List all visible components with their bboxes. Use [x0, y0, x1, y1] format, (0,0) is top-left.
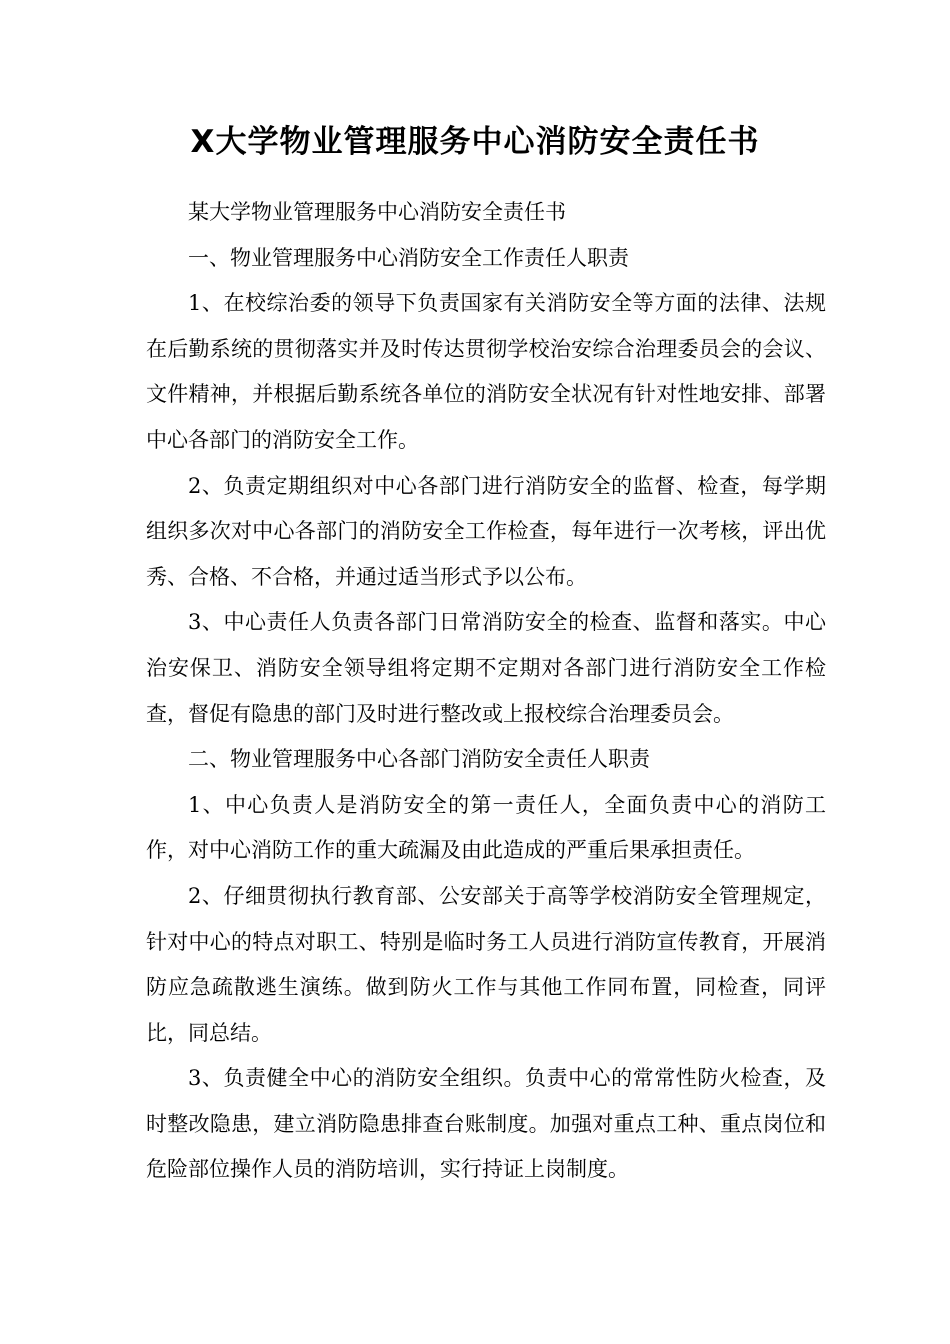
paragraph: 2、仔细贯彻执行教育部、公安部关于高等学校消防安全管理规定，针对中心的特点对职工、特别是临时务工人员进行消防宣传教育，开展消防应急疏散逃生演练。做到防火工作与其他工作同布置，同检查，同评比，同总结。 — [146, 883, 826, 1045]
paragraph-subtitle: 某大学物业管理服务中心消防安全责任书 — [188, 200, 566, 224]
paragraph: 3、中心责任人负责各部门日常消防安全的检查、监督和落实。中心治安保卫、消防安全领导组将定期不定期对各部门进行消防安全工作检查，督促有隐患的部门及时进行整改或上报校综合治理委员会。 — [146, 610, 826, 726]
section-heading-1: 一、物业管理服务中心消防安全工作责任人职责 — [188, 245, 629, 270]
section-heading-2: 二、物业管理服务中心各部门消防安全责任人职责 — [188, 747, 650, 772]
paragraph: 2、负责定期组织对中心各部门进行消防安全的监督、检查，每学期组织多次对中心各部门的消防安全工作检查，每年进行一次考核，评出优秀、合格、不合格，并通过适当形式予以公布。 — [146, 473, 826, 589]
paragraph: 3、负责健全中心的消防安全组织。负责中心的常常性防火检查，及时整改隐患，建立消防隐患排查台账制度。加强对重点工种、重点岗位和危险部位操作人员的消防培训，实行持证上岗制度。 — [146, 1066, 826, 1182]
paragraph: 1、中心负责人是消防安全的第一责任人，全面负责中心的消防工作，对中心消防工作的重大疏漏及由此造成的严重后果承担责任。 — [146, 792, 826, 863]
paragraph: 1、在校综治委的领导下负责国家有关消防安全等方面的法律、法规在后勤系统的贯彻落实并及时传达贯彻学校治安综合治理委员会的会议、文件精神，并根据后勤系统各单位的消防安全状况有针对性地安排、部署中心各部门的消防安全工作。 — [146, 291, 826, 452]
document-body — [146, 190, 826, 1193]
document-title: X大学物业管理服务中心消防安全责任书 — [190, 124, 760, 160]
